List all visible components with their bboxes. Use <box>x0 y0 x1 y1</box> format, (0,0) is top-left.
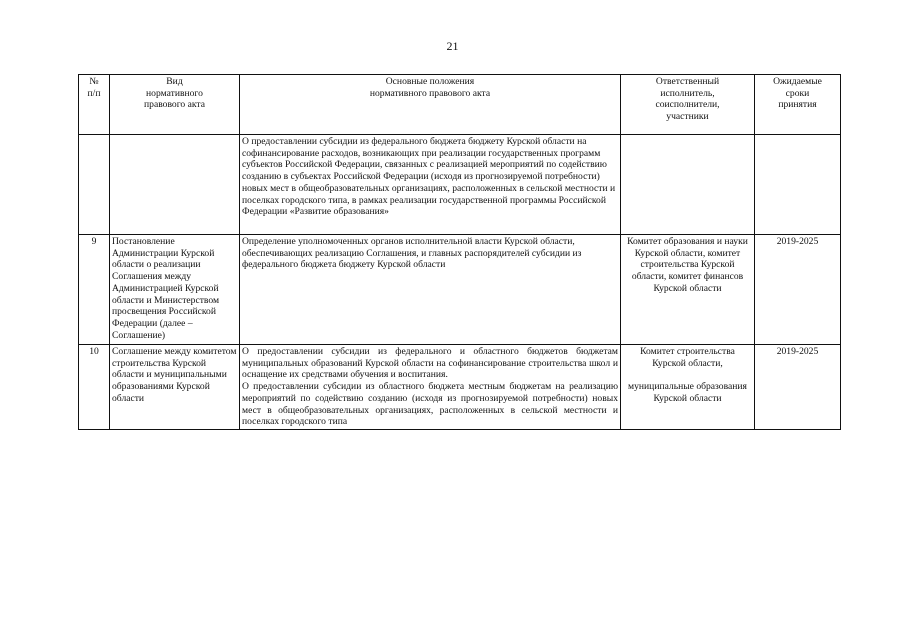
row-act-type: Постановление Администрации Курской области о реализации Соглашения между Администрацией Курской области и Министерством просвещения Российской Федерации (далее – Соглашение) <box>110 235 240 345</box>
row-provisions <box>240 345 621 430</box>
provisions-paragraph-2: О предоставлении субсидии из областного бюджета местным бюджетам на реализацию мероприятий по содействию созданию (исходя из прогнозируемой потребности) новых мест в общеобразовательных организациях, расположенных в сельской местности и поселках городского типа <box>242 381 618 428</box>
row-responsible <box>621 135 755 235</box>
table-row <box>79 235 841 345</box>
row-provisions: Определение уполномоченных органов исполнительной власти Курской области, обеспечивающих реализацию Соглашения, и главных распорядителей субсидии из федерального бюджета бюджету Курской области <box>240 235 621 345</box>
table-row <box>79 135 841 235</box>
row-responsible: Комитет строительства Курской области, муниципальные образования Курской области <box>621 345 755 430</box>
provisions-paragraph-1: О предоставлении субсидии из федерального и областного бюджетов бюджетам муниципальных образований Курской области на софинансирование строительства школ и оснащение их средствами обучения и воспитания. <box>242 346 618 381</box>
row-num: 9 <box>79 235 110 345</box>
table-header-row <box>79 75 841 135</box>
header-num: № п/п <box>79 75 110 135</box>
header-deadline: Ожидаемые сроки принятия <box>755 75 841 135</box>
row-num: 10 <box>79 345 110 430</box>
table-row <box>79 345 841 430</box>
header-provisions: Основные положения нормативного правового акта <box>240 75 621 135</box>
row-deadline <box>755 135 841 235</box>
row-act-type: Соглашение между комитетом строительства Курской области и муниципальными образованиями Курской области <box>110 345 240 430</box>
row-num <box>79 135 110 235</box>
page-number: 21 <box>446 39 459 53</box>
row-provisions: О предоставлении субсидии из федерального бюджета бюджету Курской области на софинансирование расходов, возникающих при реализации государственных программ субъектов Российской Федерации, связанных с реализацией мероприятий по содействию созданию в субъектах Российской Федерации (исходя из прогнозируемой потребности) новых мест в общеобразовательных организациях, расположенных в сельской местности и поселках городского типа, в рамках реализации государственной программы Российской Федерации «Развитие образования» <box>240 135 621 235</box>
header-act-type: Вид нормативного правового акта <box>110 75 240 135</box>
row-deadline: 2019-2025 <box>755 345 841 430</box>
row-responsible: Комитет образования и науки Курской области, комитет строительства Курской области, комитет финансов Курской области <box>621 235 755 345</box>
header-responsible: Ответственный исполнитель, соисполнители, участники <box>621 75 755 135</box>
row-deadline: 2019-2025 <box>755 235 841 345</box>
row-act-type <box>110 135 240 235</box>
legal-acts-table <box>78 74 841 430</box>
